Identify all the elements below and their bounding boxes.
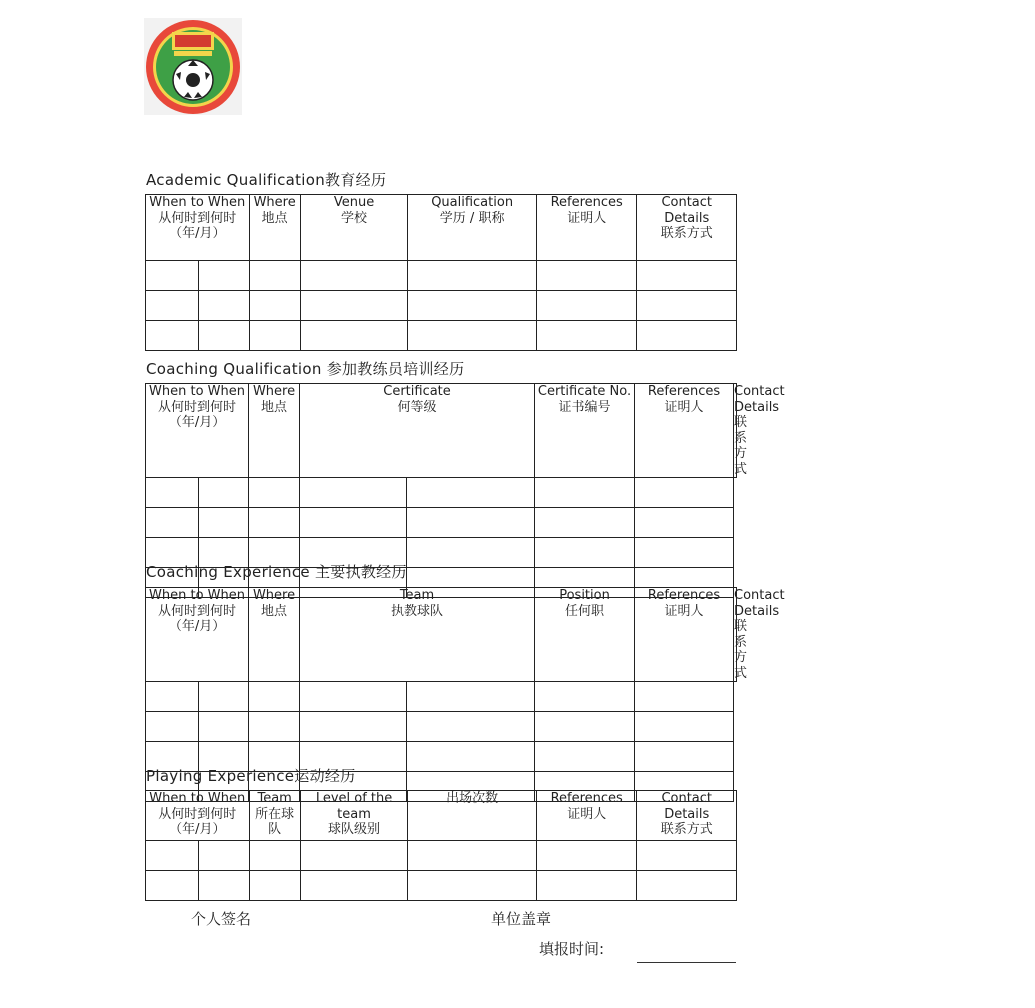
header-certificate: Certificate 何等级 <box>300 384 535 478</box>
header-certificate-no: Certificate No. 证书编号 <box>535 384 635 478</box>
table-row <box>146 508 737 538</box>
header-contact: Contact Details 联系方式 <box>734 588 785 681</box>
header-contact: Contact Details 联系方式 <box>637 791 737 841</box>
playing-exp-section-title: Playing Experience运动经历 <box>146 767 356 785</box>
header-references: References 证明人 <box>635 384 734 478</box>
header-team: Team 执教球队 <box>300 588 535 682</box>
playing-exp-table <box>145 790 737 901</box>
stamp-label: 单位盖章 <box>491 910 552 928</box>
header-references: References 证明人 <box>536 195 637 261</box>
header-level: Level of the team 球队级别 <box>300 791 408 841</box>
table-row <box>146 841 737 871</box>
header-references: References 证明人 <box>635 588 734 682</box>
coaching-qual-section-title: Coaching Qualification 参加教练员培训经历 <box>146 360 465 378</box>
header-position: Position 任何职 <box>535 588 635 682</box>
academic-section-title: Academic Qualification教育经历 <box>146 171 387 189</box>
header-when: When to When 从何时到何时 （年/月） <box>146 791 250 841</box>
header-qualification: Qualification 学历 / 职称 <box>408 195 537 261</box>
header-references: References 证明人 <box>536 791 637 841</box>
table-row <box>146 478 737 508</box>
date-label: 填报时间: <box>539 940 605 958</box>
header-when: When to When 从何时到何时 （年/月） <box>146 588 249 682</box>
table-row <box>146 712 737 742</box>
header-where: Where 地点 <box>249 195 300 261</box>
table-row <box>146 321 737 351</box>
header-where: Where 地点 <box>249 588 300 682</box>
table-row <box>146 291 737 321</box>
cfa-logo <box>144 18 242 115</box>
header-when: When to When 从何时到何时 （年/月） <box>146 195 250 261</box>
header-when: When to When 从何时到何时 （年/月） <box>146 384 249 478</box>
table-row <box>146 682 737 712</box>
table-row <box>146 871 737 901</box>
academic-table <box>145 194 737 351</box>
table-row <box>146 261 737 291</box>
header-appearances: 出场次数 <box>408 791 537 841</box>
header-venue: Venue 学校 <box>300 195 408 261</box>
date-field-line[interactable] <box>637 962 736 963</box>
coaching-exp-section-title: Coaching Experience 主要执教经历 <box>146 563 407 581</box>
header-contact: Contact Details 联系方式 <box>637 195 737 261</box>
header-contact: Contact Details 联系方式 <box>734 384 785 477</box>
header-team: Team 所在球队 <box>249 791 300 841</box>
signature-label: 个人签名 <box>191 910 252 928</box>
header-where: Where 地点 <box>249 384 300 478</box>
